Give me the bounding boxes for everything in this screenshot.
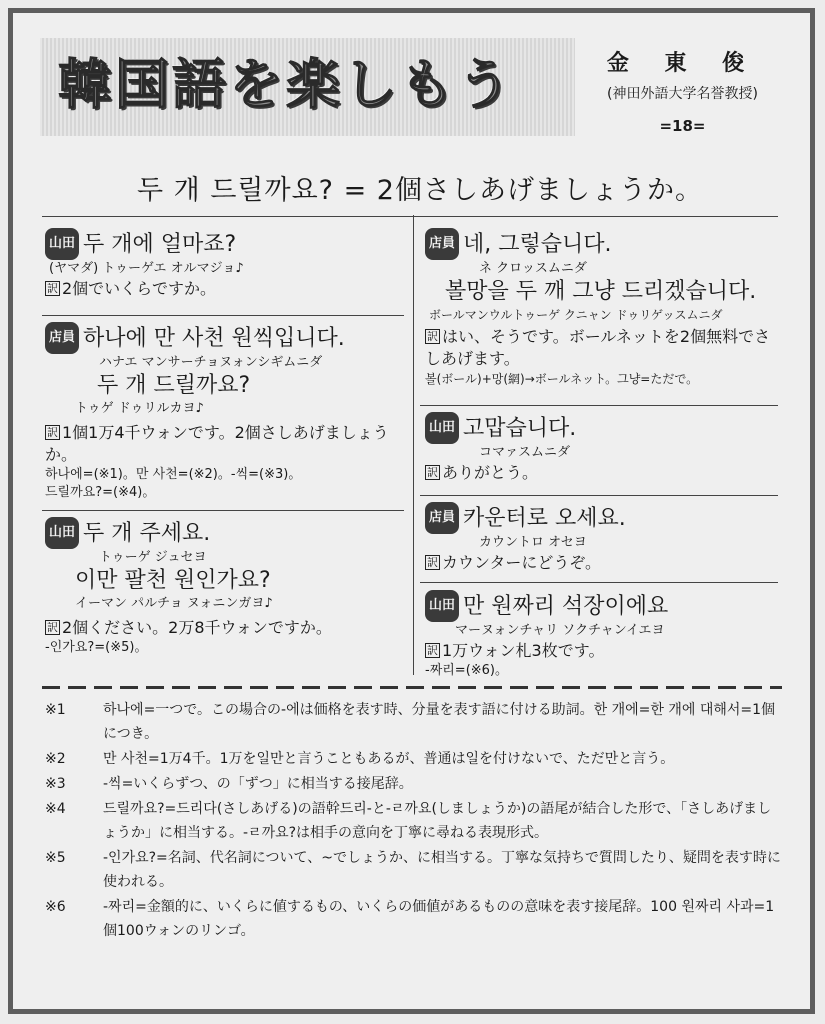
reading-line: カウントロ オセヨ [479,535,587,550]
grammar-note: 하나에=(※1)。만 사천=(※2)。-씩=(※3)。 [45,467,302,482]
reading-line: ハナエ マンサーチョヌォンシギムニダ [99,355,323,370]
translation: 1個1万4千ウォンです。2個さしあげましょうか。 [45,423,389,464]
footnote [45,895,785,943]
top-rule [42,216,778,217]
reading-line-2: イーマン パルチョ ヌォニンガヨ♪ [75,596,273,611]
grammar-note: 볼(ボール)+망(網)→ボールネット。그냥=ただで。 [425,372,699,386]
column-logo: 韓国語を楽しもう [58,52,514,116]
speaker-badge: 山田 [45,228,79,260]
korean-line-2: 이만 팔천 원인가요? [75,568,271,593]
translation: はい、そうです。ボールネットを2個無料でさしあげます。 [425,327,771,368]
footnote-text: -짜리=金額的に、いくらに値するもの、いくらの価値があるものの意味を表す接尾辞。100 원짜리 사과=1個100ウォンのリンゴ。 [103,899,775,939]
translation: カウンターにどうぞ。 [442,553,602,572]
reading-line: マーヌォンチャリ ソクチャンイエヨ [455,623,665,638]
korean-line: 고맙습니다. [463,416,577,441]
footnote [45,698,785,746]
dialogue-right-2 [425,412,785,484]
translation-mark: 訳 [427,644,438,657]
footnote-mark: ※4 [45,801,66,817]
footnote-mark: ※5 [45,850,66,866]
korean-line-2: 두 개 드릴까요? [97,373,251,398]
grammar-note: -짜리=(※6)。 [425,663,509,678]
translation-mark: 訳 [47,426,58,439]
reading-line-2: トゥゲ ドゥリルカヨ♪ [75,401,204,416]
author-name: 金 東 俊 [606,50,759,76]
speaker-badge: 店員 [425,502,459,534]
translation-mark: 訳 [47,621,58,634]
speaker-badge: 店員 [425,228,459,260]
translation-mark: 訳 [427,466,438,479]
rule-left-1 [42,315,404,316]
reading-line: トゥーゲエ オルマジョ♪ [102,261,244,276]
speaker-badge: 店員 [45,322,79,354]
translation-mark: 訳 [47,282,58,295]
reading-line-2: ボールマンウルトゥーゲ クニャン ドゥリゲッスムニダ [429,308,723,322]
dialogue-left-1 [45,228,425,300]
translation: 2個ください。2万8千ウォンですか。 [62,618,332,637]
footnote-mark: ※2 [45,751,66,767]
reading-prefix: (ヤマダ) [49,261,99,276]
korean-line: 두 개 주세요. [83,521,211,546]
rule-right-3 [420,582,778,583]
translation: 1万ウォン札3枚です。 [442,641,605,660]
speaker-badge: 山田 [425,590,459,622]
translation-mark: 訳 [427,330,438,343]
dialogue-right-3 [425,502,785,574]
speaker-badge: 山田 [45,517,79,549]
reading-line: トゥーゲ ジュセヨ [99,550,207,565]
korean-line: 카운터로 오세요. [463,506,626,531]
rule-right-1 [420,405,778,406]
speaker-badge: 山田 [425,412,459,444]
translation-mark: 訳 [427,556,438,569]
footnote [45,797,785,845]
footnote-text: 드릴까요?=드리다(さしあげる)の語幹드리-と-ㄹ까요(しましょうか)の語尾が結合した形で、「さしあげましょうか」に相当する。-ㄹ까요?は相手の意向を丁寧に尋ねる表現形式。 [103,801,772,841]
footnote [45,772,785,796]
footnote [45,846,785,894]
footnote-text: -씩=いくらずつ、の「ずつ」に相当する接尾辞。 [103,776,413,792]
issue-number: =18= [659,117,706,135]
footnote-mark: ※3 [45,776,66,792]
reading-line: ネ クロッスムニダ [479,261,587,276]
korean-line: 네, 그렇습니다. [463,232,612,257]
dashed-separator [42,686,782,689]
footnote-mark: ※6 [45,899,66,915]
dialogue-right-1 [425,228,785,388]
headline: 두 개 드릴까요? = 2個さしあげましょうか。 [137,175,703,206]
korean-line: 만 원짜리 석장이에요 [463,594,669,619]
korean-line: 두 개에 얼마죠? [83,232,237,257]
author-title: (神田外語大学名誉教授) [607,86,758,102]
dialogue-right-4 [425,590,785,680]
grammar-note: 드릴까요?=(※4)。 [45,485,156,500]
footnotes [45,698,785,944]
rule-right-2 [420,495,778,496]
author-box [595,46,770,135]
korean-line-2: 볼망을 두 깨 그냥 드리겠습니다. [445,279,757,304]
dialogue-left-2 [45,322,425,502]
footnote [45,747,785,771]
footnote-text: 하나에=一つで。この場合の-에は価格を表す時、分量を表す語に付ける助詞。한 개에=한 개에 대해서=1個につき。 [103,702,776,742]
translation: 2個でいくらですか。 [62,279,217,298]
translation: ありがとう。 [442,463,539,482]
footnote-text: 만 사천=1万4千。1万を일만と言うこともあるが、普通は일を付けないで、ただ만と言う。 [103,751,675,767]
rule-left-2 [42,510,404,511]
footnote-text: -인가요?=名詞、代名詞について、~でしょうか、に相当する。丁寧な気持ちで質問したり、疑問を表す時に使われる。 [103,850,781,890]
reading-line: コマァスムニダ [479,445,571,460]
footnote-mark: ※1 [45,702,66,718]
dialogue-left-3 [45,517,425,657]
grammar-note: -인가요?=(※5)。 [45,640,148,655]
korean-line: 하나에 만 사천 원씩입니다. [83,326,345,351]
